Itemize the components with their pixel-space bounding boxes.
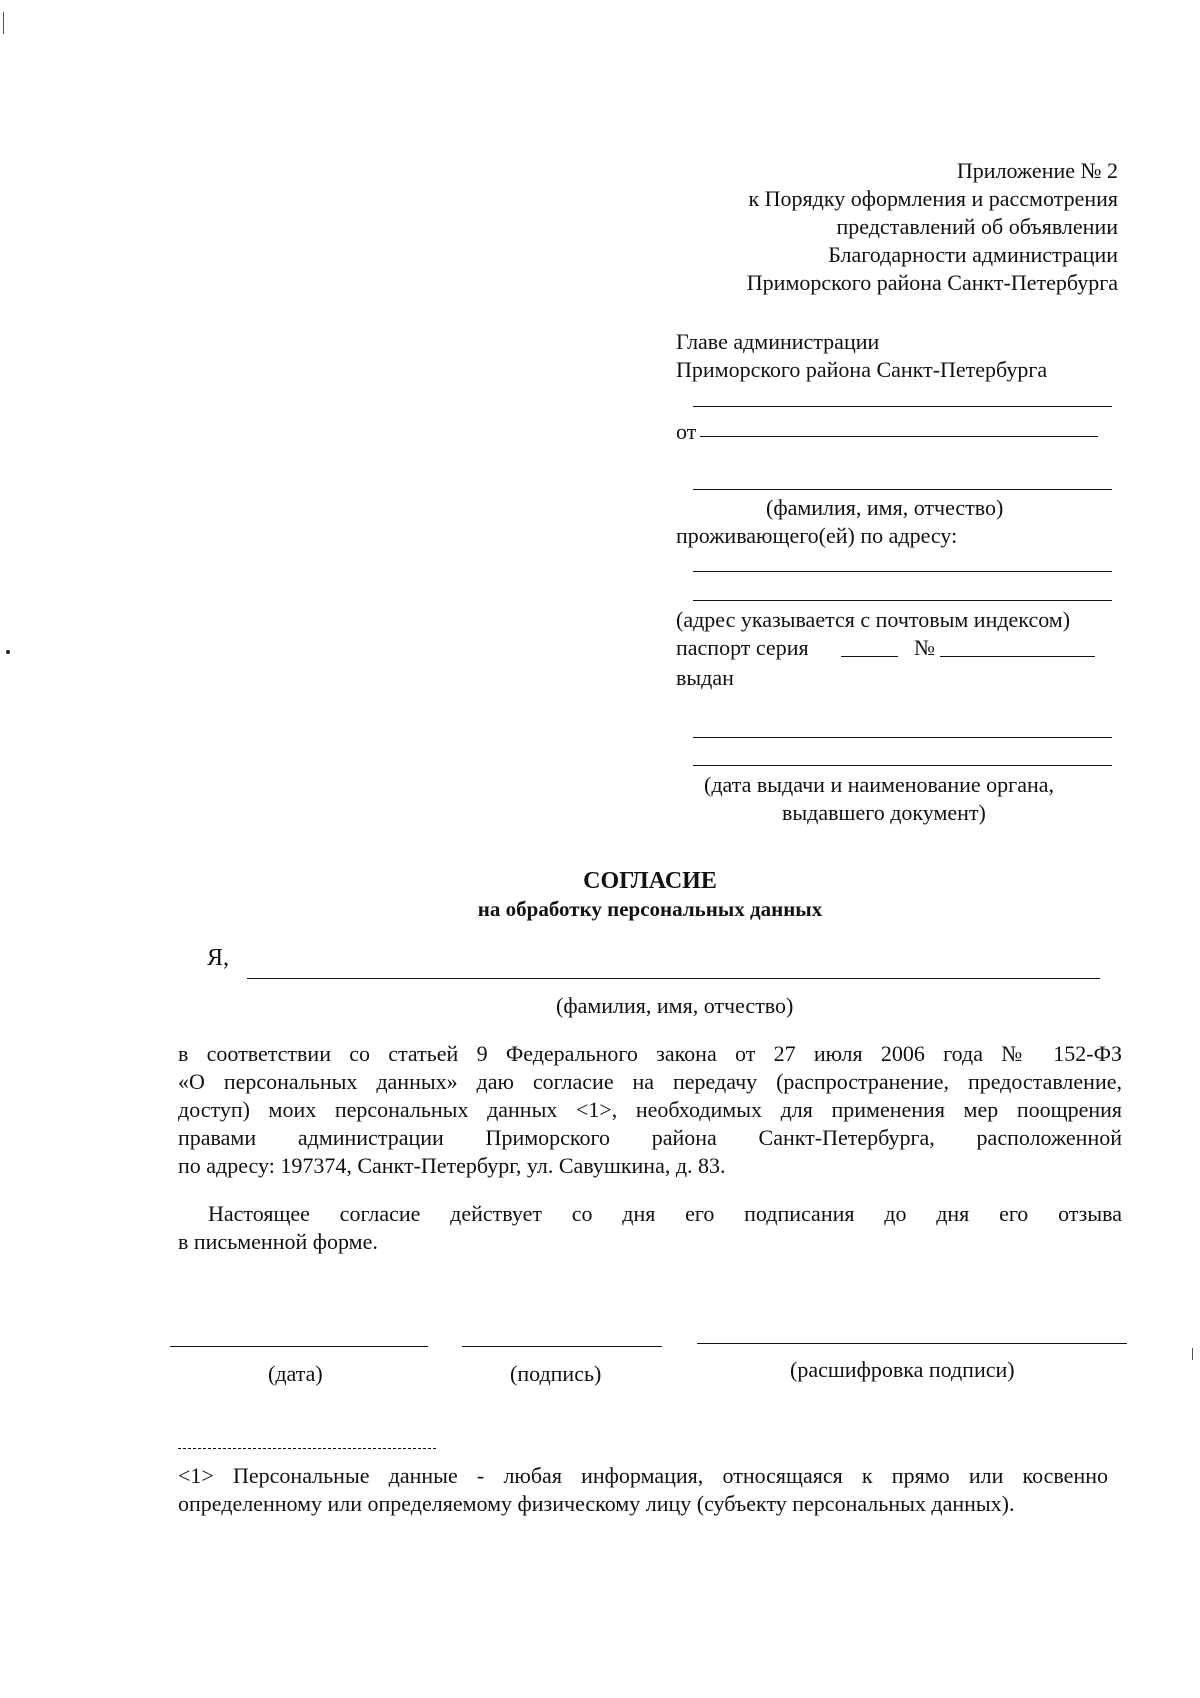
- consenter-fio-caption: (фамилия, имя, отчество): [556, 993, 794, 1018]
- paragraph-line: Настоящее согласие действует со дня его подписания до дня его отзыва: [208, 1201, 1122, 1226]
- passport-number-field[interactable]: [940, 656, 1095, 657]
- paragraph-line: в письменной форме.: [178, 1229, 378, 1254]
- appendix-number: Приложение № 2: [956, 158, 1118, 183]
- i-label: Я,: [207, 945, 230, 971]
- issued-caption-2: выдавшего документ): [782, 800, 986, 825]
- passport-number-label: №: [914, 635, 935, 660]
- date-field[interactable]: [170, 1346, 428, 1347]
- issued-caption-1: (дата выдачи и наименование органа,: [704, 772, 1054, 797]
- appendix-line: Благодарности администрации: [828, 242, 1118, 267]
- fio-field[interactable]: [693, 489, 1112, 490]
- fio-caption: (фамилия, имя, отчество): [766, 495, 1004, 520]
- addressee-title: Главе администрации: [676, 329, 880, 354]
- appendix-line: представлений об объявлении: [836, 214, 1118, 239]
- paragraph-line: в соответствии со статьей 9 Федерального закона от 27 июля 2006 года № 152-ФЗ: [178, 1041, 1122, 1066]
- scan-dot: [6, 650, 10, 654]
- issued-label: выдан: [676, 665, 734, 690]
- passport-series-label: паспорт серия: [676, 635, 809, 660]
- issued-field-1[interactable]: [693, 737, 1112, 738]
- paragraph-line: «О персональных данных» даю согласие на передачу (распространение, предоставление,: [178, 1069, 1122, 1094]
- paragraph-line: доступ) моих персональных данных <1>, необходимых для применения мер поощрения: [178, 1097, 1122, 1122]
- signature-caption: (подпись): [510, 1361, 602, 1386]
- document-subtitle: на обработку персональных данных: [477, 897, 823, 921]
- addressee-district: Приморского района Санкт-Петербурга: [676, 357, 1048, 382]
- addressee-blank-line[interactable]: [693, 406, 1112, 407]
- address-caption: (адрес указывается с почтовым индексом): [676, 607, 1071, 632]
- footnote-line: <1> Персональные данные - любая информация, относящаяся к прямо или косвенно: [178, 1463, 1108, 1488]
- date-caption: (дата): [268, 1361, 323, 1386]
- paragraph-line: правами администрации Приморского района Санкт-Петербурга, расположенной: [178, 1125, 1122, 1150]
- scan-edge-mark: [3, 12, 4, 34]
- signature-field[interactable]: [462, 1346, 662, 1347]
- residing-label: проживающего(ей) по адресу:: [676, 523, 958, 548]
- appendix-line: к Порядку оформления и рассмотрения: [748, 186, 1118, 211]
- appendix-line: Приморского района Санкт-Петербурга: [746, 270, 1118, 295]
- paragraph-line: по адресу: 197374, Санкт-Петербург, ул. Савушкина, д. 83.: [178, 1153, 726, 1178]
- consenter-fio-field[interactable]: [247, 978, 1100, 979]
- from-label: от: [676, 419, 697, 444]
- footnote-separator: [178, 1448, 436, 1449]
- signature-decoding-caption: (расшифровка подписи): [790, 1357, 1015, 1382]
- document-title: СОГЛАСИЕ: [583, 868, 717, 894]
- address-field-2[interactable]: [693, 600, 1112, 601]
- signature-decoding-field[interactable]: [697, 1343, 1127, 1344]
- footnote-line: определенному или определяемому физическому лицу (субъекту персональных данных).: [178, 1491, 1015, 1516]
- address-field-1[interactable]: [693, 571, 1112, 572]
- from-field[interactable]: [700, 436, 1098, 437]
- scan-edge-mark: [1192, 1348, 1193, 1360]
- passport-series-field[interactable]: [841, 656, 898, 657]
- issued-field-2[interactable]: [693, 765, 1112, 766]
